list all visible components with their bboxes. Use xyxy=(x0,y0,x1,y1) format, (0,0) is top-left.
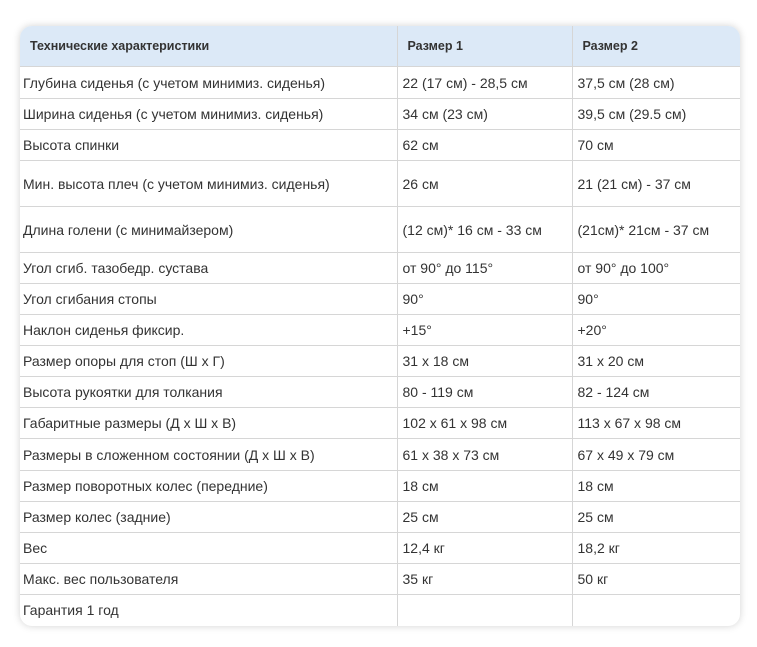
size-1-value-cell: 102 х 61 х 98 см xyxy=(397,408,572,439)
table-row xyxy=(20,533,740,564)
specs-card xyxy=(20,26,740,626)
size-1-value-cell xyxy=(397,595,572,626)
size-2-value-cell: 18 см xyxy=(572,471,740,502)
header-size-1: Размер 1 xyxy=(397,26,572,67)
size-2-value-cell: +20° xyxy=(572,315,740,346)
spec-name-cell: Наклон сиденья фиксир. xyxy=(20,315,397,346)
table-row xyxy=(20,207,740,253)
header-characteristics: Технические характеристики xyxy=(20,26,397,67)
spec-name-cell: Размеры в сложенном состоянии (Д х Ш х В) xyxy=(20,439,397,471)
table-row xyxy=(20,130,740,161)
size-1-value-cell: 31 х 18 см xyxy=(397,346,572,377)
size-2-value-cell: 113 х 67 х 98 см xyxy=(572,408,740,439)
spec-name-cell: Глубина сиденья (с учетом минимиз. сиденья) xyxy=(20,67,397,99)
spec-name-cell: Угол сгибания стопы xyxy=(20,284,397,315)
size-2-value-cell: от 90° до 100° xyxy=(572,253,740,284)
size-1-value-cell: 35 кг xyxy=(397,564,572,595)
table-row xyxy=(20,439,740,471)
size-1-value-cell: 12,4 кг xyxy=(397,533,572,564)
spec-name-cell: Макс. вес пользователя xyxy=(20,564,397,595)
table-row xyxy=(20,564,740,595)
table-row xyxy=(20,315,740,346)
size-1-value-cell: 25 см xyxy=(397,502,572,533)
size-1-value-cell: 18 см xyxy=(397,471,572,502)
size-2-value-cell: (21см)* 21см - 37 см xyxy=(572,207,740,253)
size-1-value-cell: 61 х 38 х 73 см xyxy=(397,439,572,471)
table-row xyxy=(20,595,740,626)
table-row xyxy=(20,471,740,502)
spec-name-cell: Ширина сиденья (с учетом минимиз. сиденья) xyxy=(20,99,397,130)
table-row xyxy=(20,161,740,207)
spec-name-cell: Мин. высота плеч (с учетом минимиз. сиденья) xyxy=(20,161,397,207)
size-2-value-cell: 67 х 49 х 79 см xyxy=(572,439,740,471)
spec-name-cell: Размер поворотных колес (передние) xyxy=(20,471,397,502)
table-row xyxy=(20,99,740,130)
size-2-value-cell: 21 (21 см) - 37 см xyxy=(572,161,740,207)
size-1-value-cell: 34 см (23 см) xyxy=(397,99,572,130)
specs-table xyxy=(20,26,740,626)
table-row xyxy=(20,502,740,533)
spec-name-cell: Высота рукоятки для толкания xyxy=(20,377,397,408)
size-1-value-cell: +15° xyxy=(397,315,572,346)
header-row xyxy=(20,26,740,67)
size-2-value-cell: 25 см xyxy=(572,502,740,533)
size-2-value-cell: 37,5 см (28 см) xyxy=(572,67,740,99)
spec-name-cell: Гарантия 1 год xyxy=(20,595,397,626)
spec-name-cell: Длина голени (с минимайзером) xyxy=(20,207,397,253)
spec-name-cell: Габаритные размеры (Д х Ш х В) xyxy=(20,408,397,439)
size-1-value-cell: 90° xyxy=(397,284,572,315)
spec-name-cell: Вес xyxy=(20,533,397,564)
size-2-value-cell: 18,2 кг xyxy=(572,533,740,564)
size-1-value-cell: 80 - 119 см xyxy=(397,377,572,408)
table-row xyxy=(20,346,740,377)
size-2-value-cell xyxy=(572,595,740,626)
size-1-value-cell: 22 (17 см) - 28,5 см xyxy=(397,67,572,99)
size-2-value-cell: 31 х 20 см xyxy=(572,346,740,377)
table-row xyxy=(20,284,740,315)
spec-name-cell: Размер колес (задние) xyxy=(20,502,397,533)
table-row xyxy=(20,408,740,439)
table-row xyxy=(20,253,740,284)
size-1-value-cell: 26 см xyxy=(397,161,572,207)
size-2-value-cell: 50 кг xyxy=(572,564,740,595)
table-row xyxy=(20,67,740,99)
size-2-value-cell: 39,5 см (29.5 см) xyxy=(572,99,740,130)
table-row xyxy=(20,377,740,408)
size-1-value-cell: от 90° до 115° xyxy=(397,253,572,284)
spec-name-cell: Высота спинки xyxy=(20,130,397,161)
header-size-2: Размер 2 xyxy=(572,26,740,67)
size-2-value-cell: 82 - 124 см xyxy=(572,377,740,408)
size-1-value-cell: 62 см xyxy=(397,130,572,161)
size-2-value-cell: 70 см xyxy=(572,130,740,161)
spec-name-cell: Размер опоры для стоп (Ш х Г) xyxy=(20,346,397,377)
size-2-value-cell: 90° xyxy=(572,284,740,315)
spec-name-cell: Угол сгиб. тазобедр. сустава xyxy=(20,253,397,284)
size-1-value-cell: (12 см)* 16 см - 33 см xyxy=(397,207,572,253)
